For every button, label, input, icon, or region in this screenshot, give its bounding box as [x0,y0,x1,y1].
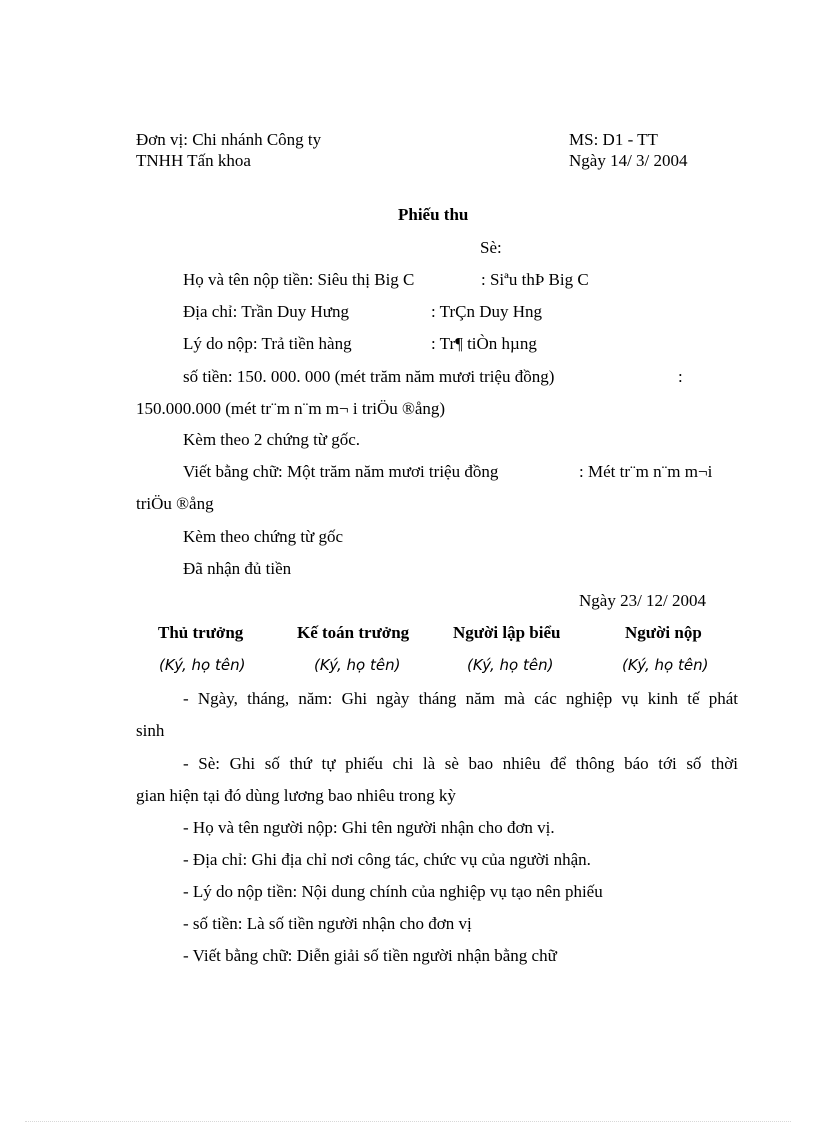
note-number-cont: gian hiện tại đó dùng lương bao nhiêu trong kỳ [136,786,456,805]
amount-legacy: 150.000.000 (mét tr¨m n¨m m¬ i triÖu ®ång) [136,399,446,418]
amount-legacy-colon: : [678,367,683,386]
address-field: Địa chỉ: Trần Duy Hưng [183,302,349,321]
amount-field: số tiền: 150. 000. 000 (mét trăm năm mươi triệu đồng) [183,367,555,386]
amount-in-words-legacy: : Mét tr¨m n¨m m¬i [579,462,713,481]
signature-title: Thủ trưởng [158,623,244,642]
attached-documents-2: Kèm theo chứng từ gốc [183,527,344,546]
note-reason: - Lý do nộp tiền: Nội dung chính của nghiệp vụ tạo nên phiếu [183,882,603,901]
reason-field: Lý do nộp: Trả tiền hàng [183,334,352,353]
signature-title: Người lập biểu [453,623,561,642]
signature-note: (Ký, họ tên) [467,656,554,674]
received-note: Đã nhận đủ tiền [183,559,292,578]
note-address: - Địa chỉ: Ghi địa chỉ nơi công tác, chức vụ của người nhận. [183,850,591,869]
signing-date: Ngày 23/ 12/ 2004 [579,591,707,610]
signature-title: Kế toán trưởng [297,623,410,642]
note-amount: - số tiền: Là số tiền người nhận cho đơn vị [183,914,472,933]
address-legacy: : TrÇn Duy Hng [431,302,543,321]
signature-note: (Ký, họ tên) [622,656,709,674]
note-name: - Họ và tên người nộp: Ghi tên người nhận cho đơn vị. [183,818,555,837]
signature-title: Người nộp [625,623,702,642]
note-date-cont: sinh [136,721,165,740]
signature-note: (Ký, họ tên) [159,656,246,674]
attached-documents: Kèm theo 2 chứng từ gốc. [183,430,361,449]
receipt-number-label: Sè: [480,238,502,257]
amount-in-words: Viết bằng chữ: Một trăm năm mươi triệu đồng [183,462,499,481]
note-in-words: - Viết bằng chữ: Diễn giải số tiền người nhận bằng chữ [183,946,557,965]
form-code: MS: D1 - TT [569,130,658,149]
reason-legacy: : Tr¶ tiÒn hµng [431,334,537,353]
payer-field: Họ và tên nộp tiền: Siêu thị Big C [183,270,415,289]
signature-note: (Ký, họ tên) [314,656,401,674]
page-bottom-edge [25,1121,791,1122]
unit-name-line2: TNHH Tấn khoa [136,151,251,170]
amount-in-words-legacy-cont: triÖu ®ång [136,494,214,513]
form-date: Ngày 14/ 3/ 2004 [569,151,688,170]
note-date: - Ngày, tháng, năm: Ghi ngày tháng năm mà các nghiệp vụ kinh tế phát [183,689,738,708]
payer-legacy: : Siªu thÞ Big C [481,270,589,289]
unit-name-line1: Đơn vị: Chi nhánh Công ty [136,130,322,149]
document-title: Phiếu thu [398,205,469,224]
note-number: - Sè: Ghi số thứ tự phiếu chi là sè bao nhiêu để thông báo tới số thời [183,754,738,773]
